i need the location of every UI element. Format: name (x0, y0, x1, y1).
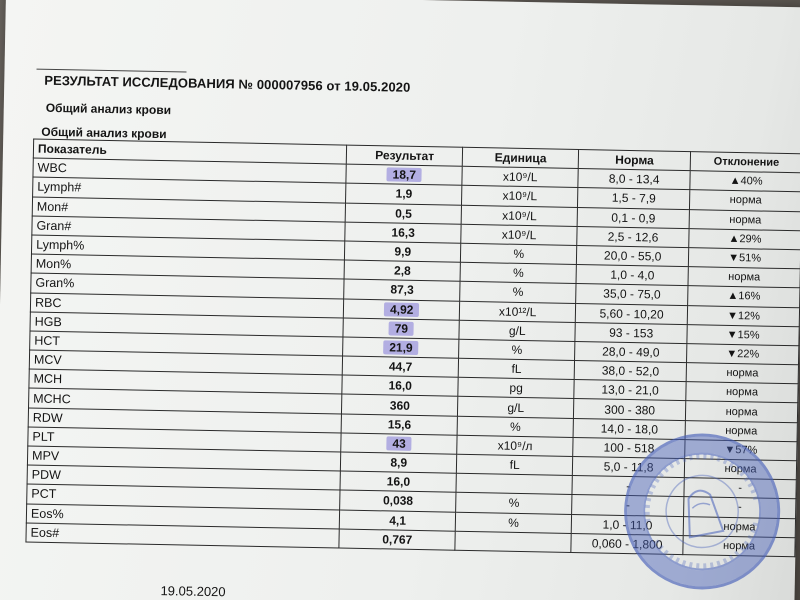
cell-result-text: 15,6 (387, 417, 412, 432)
cell-norm-text: 14,0 - 18,0 (600, 421, 659, 437)
cell-unit (461, 224, 577, 245)
cell-unit-text: x10⁹/л (497, 438, 533, 454)
cell-unit (460, 282, 576, 303)
cell-norm (574, 380, 686, 401)
cell-result (343, 337, 460, 358)
footer-date: 19.05.2020 (160, 583, 226, 600)
cell-norm-text: 2,5 - 12,6 (607, 229, 659, 245)
cell-deviation (687, 344, 799, 365)
cell-unit-text: % (509, 419, 521, 434)
cell-norm-text: 28,0 - 49,0 (602, 344, 660, 360)
cell-name-text: RBC (34, 295, 62, 310)
cell-unit (462, 186, 578, 207)
cell-name-text: PDW (31, 467, 62, 483)
cell-name-text: PLT (32, 429, 55, 444)
cell-unit (457, 416, 573, 437)
cell-unit-text: % (511, 342, 523, 357)
cell-result (341, 414, 458, 435)
cell-result (342, 356, 459, 377)
cell-result-text: 360 (389, 397, 411, 413)
cell-name-text: MCHC (33, 391, 71, 406)
cell-norm (573, 418, 685, 439)
cell-deviation-text: норма (728, 271, 761, 284)
cell-result-text: 0,038 (382, 493, 414, 509)
table-title: Общий анализ крови (41, 124, 167, 142)
cell-result (343, 318, 460, 339)
cell-name-text: Mon# (36, 199, 69, 214)
header-unit: Единица (463, 147, 579, 168)
cell-deviation-text: норма (724, 462, 757, 476)
cell-norm-text: 1,0 - 4,0 (610, 267, 655, 283)
cell-result-text: 16,3 (391, 225, 415, 240)
cell-name-text: MPV (31, 448, 60, 464)
cell-deviation-text: ▼57% (724, 443, 758, 457)
cell-unit (455, 531, 571, 552)
cell-norm-text: 13,0 - 21,0 (601, 382, 659, 398)
cell-result (340, 471, 457, 492)
cell-name-text: PCT (31, 487, 57, 502)
cell-deviation-text: норма (725, 386, 759, 399)
cell-deviation-text: норма (722, 539, 756, 553)
cell-deviation-text: - (737, 501, 742, 514)
cell-deviation (690, 190, 800, 211)
cell-result (344, 279, 461, 300)
cell-deviation (686, 363, 798, 384)
cell-unit-text: % (512, 285, 524, 300)
cell-result (346, 183, 463, 204)
cell-result-text: 79 (389, 321, 415, 335)
cell-unit (460, 301, 576, 322)
cell-deviation-text: ▼15% (726, 328, 760, 342)
cell-unit (462, 166, 578, 187)
cell-name-text: Eos% (30, 506, 64, 521)
cell-name-text: Gran# (36, 218, 72, 234)
cell-norm (577, 207, 689, 228)
cell-norm-text: 0,1 - 0,9 (611, 210, 656, 226)
cell-norm (578, 169, 690, 190)
cell-result (343, 299, 460, 320)
cell-result (339, 529, 456, 550)
cell-norm-text: 100 - 518 (603, 440, 655, 456)
cell-norm (578, 188, 690, 209)
cell-deviation (687, 324, 799, 345)
cell-norm (575, 322, 687, 343)
cell-norm (574, 399, 686, 420)
cell-result (345, 222, 462, 243)
cell-deviation-text: норма (725, 424, 758, 438)
cell-deviation-text: норма (725, 405, 758, 419)
cell-unit-text: % (513, 246, 525, 262)
cell-result (339, 510, 456, 531)
cell-norm (575, 303, 687, 324)
header-name: Показатель (33, 139, 346, 164)
stamp-emblem-icon (614, 424, 790, 600)
cell-result (345, 203, 462, 224)
cell-deviation-text: ▼22% (726, 347, 760, 361)
cell-norm (576, 265, 688, 286)
cell-unit (456, 512, 572, 533)
cell-unit-text: fL (511, 361, 522, 377)
cell-result-text: 18,7 (386, 168, 422, 183)
cell-name-text: Mon% (35, 256, 72, 272)
cell-norm-text: - (626, 479, 631, 494)
cell-result-text: 4,1 (389, 513, 407, 528)
cell-unit-text: x10⁹/L (502, 208, 537, 223)
header-deviation: Отклонение (690, 152, 800, 173)
header-result: Результат (346, 145, 463, 166)
cell-result-text: 21,9 (383, 340, 419, 355)
cell-result (345, 241, 462, 262)
cell-name-text: WBC (37, 160, 67, 176)
cell-result-text: 4,92 (384, 302, 420, 317)
cell-unit-text: pg (509, 381, 523, 396)
cell-unit (457, 435, 573, 456)
cell-result-text: 16,0 (388, 378, 413, 394)
cell-name-text: RDW (32, 410, 63, 425)
cell-unit (461, 243, 577, 264)
cell-deviation-text: норма (729, 213, 762, 227)
cell-unit-text: % (512, 266, 524, 281)
cell-norm (576, 284, 688, 305)
cell-result-text: 44,7 (388, 359, 413, 375)
cell-deviation (686, 382, 798, 403)
header-norm: Норма (578, 150, 690, 171)
cell-name-text: HGB (34, 314, 62, 329)
cell-norm-text: 20,0 - 55,0 (603, 248, 662, 264)
cell-name-text: MCV (33, 352, 62, 368)
cell-unit (458, 358, 574, 379)
cell-name-text: Lymph% (36, 237, 85, 253)
cell-unit-text: % (508, 496, 520, 511)
cell-name-text: Lymph# (37, 180, 82, 195)
cell-name-text: MCH (33, 371, 63, 387)
report-subtitle: Общий анализ крови (45, 100, 172, 118)
cell-unit-text: x10⁹/L (502, 169, 538, 185)
cell-result (342, 394, 459, 415)
cell-unit (459, 339, 575, 360)
cell-unit (458, 397, 574, 418)
cell-unit-text: g/L (508, 323, 526, 338)
cell-norm-text: - (625, 498, 631, 513)
cell-deviation (688, 286, 800, 307)
cell-result (342, 375, 459, 396)
cell-deviation-text: ▼51% (728, 251, 762, 265)
cell-deviation (690, 171, 800, 192)
cell-unit-text: x10⁹/L (502, 189, 538, 204)
report-heading: РЕЗУЛЬТАТ ИССЛЕДОВАНИЯ № 000007956 от 19.05.2020 (44, 72, 411, 95)
cell-unit-text: % (508, 515, 520, 530)
cell-deviation (686, 401, 798, 422)
cell-unit (461, 205, 577, 226)
cell-norm (577, 226, 689, 247)
cell-deviation (689, 248, 800, 269)
cell-deviation (688, 267, 800, 288)
cell-unit-text: x10¹²/L (498, 304, 537, 319)
cell-result-text: 43 (386, 436, 412, 450)
cell-result-text: 0,767 (382, 532, 413, 547)
cell-norm (576, 245, 688, 266)
cell-norm (575, 341, 687, 362)
cell-unit (460, 262, 576, 283)
cell-result (344, 260, 461, 281)
cell-name-text: Gran% (35, 276, 75, 291)
cell-name-text: HCT (34, 333, 61, 349)
cell-norm-text: 5,0 - 11,8 (603, 459, 654, 475)
cell-unit (456, 493, 572, 514)
cell-norm-text: 1,0 - 11,0 (602, 517, 653, 533)
cell-deviation-text: - (738, 482, 743, 495)
cell-norm-text: 300 - 380 (604, 402, 656, 418)
cell-norm-text: 93 - 153 (609, 325, 654, 341)
cell-deviation-text: ▲16% (727, 290, 761, 303)
cell-unit (457, 454, 573, 475)
cell-unit (458, 378, 574, 399)
cell-unit (459, 320, 575, 341)
cell-deviation-text: норма (726, 367, 759, 380)
cell-result (341, 452, 458, 473)
cell-deviation-text: ▼12% (726, 309, 761, 323)
cell-result (346, 164, 463, 185)
cell-result-text: 16,0 (386, 474, 411, 490)
cell-deviation-text: норма (723, 520, 756, 534)
cell-result-text: 1,9 (395, 186, 413, 202)
cell-deviation (689, 228, 800, 249)
cell-result-text: 0,5 (395, 206, 413, 221)
cell-unit-text: x10⁹/L (501, 227, 537, 243)
cell-result-text: 8,9 (390, 455, 408, 470)
cell-norm (574, 361, 686, 382)
cell-unit (456, 473, 572, 494)
cell-norm-text: 0,060 - 1,800 (591, 536, 663, 552)
cell-unit-text: g/L (507, 400, 525, 415)
cell-deviation-text: норма (729, 194, 762, 208)
cell-name-text: Eos# (30, 525, 60, 540)
cell-norm-text: 8,0 - 13,4 (608, 171, 660, 187)
top-rule (37, 69, 187, 73)
cell-deviation (687, 305, 799, 326)
cell-unit-text: fL (509, 457, 520, 473)
cell-result (341, 433, 458, 454)
cell-norm-text: 35,0 - 75,0 (603, 286, 661, 303)
cell-norm-text: 5,60 - 10,20 (599, 306, 664, 322)
cell-deviation-text: ▲40% (729, 175, 763, 188)
cell-result-text: 9,9 (394, 244, 412, 259)
official-stamp (611, 420, 794, 600)
cell-deviation (689, 209, 800, 230)
cell-result (340, 490, 457, 511)
cell-result-text: 2,8 (393, 263, 411, 279)
cell-deviation-text: ▲29% (728, 232, 762, 246)
cell-result-text: 87,3 (390, 282, 414, 298)
cell-norm-text: 38,0 - 52,0 (601, 363, 660, 379)
cell-norm-text: 1,5 - 7,9 (611, 191, 656, 206)
